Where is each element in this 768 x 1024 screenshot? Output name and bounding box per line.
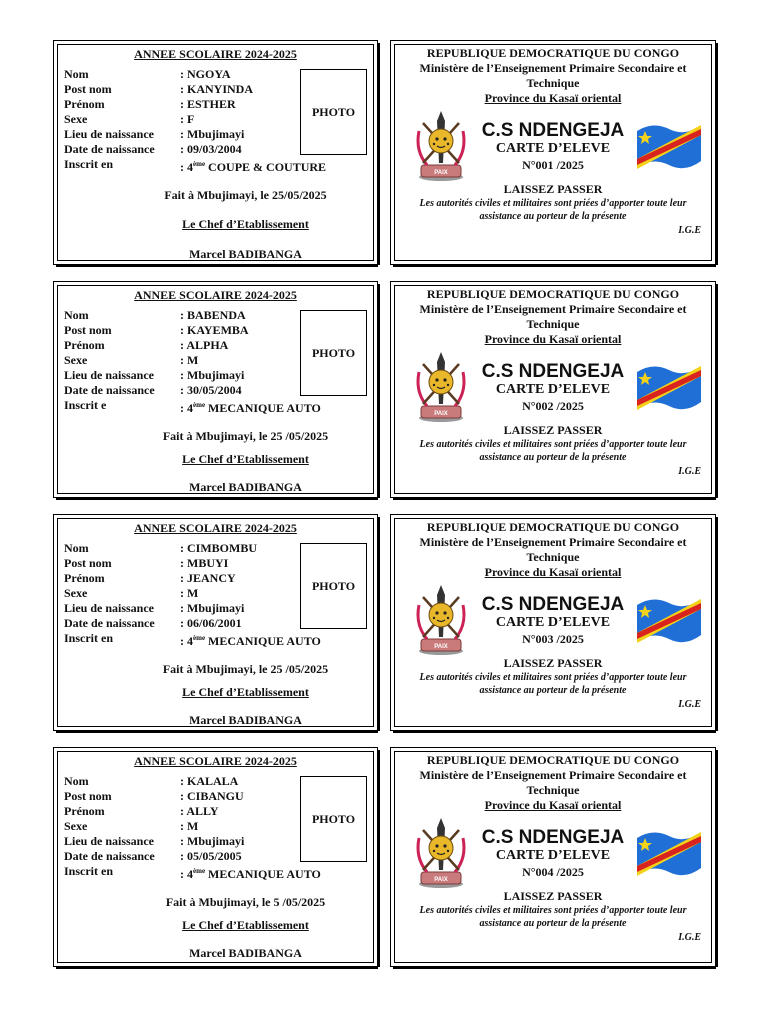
notice-line-2: assistance au porteur de la présente <box>479 452 627 463</box>
svg-text:PAIX: PAIX <box>434 877 448 883</box>
authority-notice <box>401 438 705 464</box>
issue-place-date: Fait à Mbujimayi, le 25/05/2025 <box>164 188 327 202</box>
school-block <box>395 595 711 647</box>
notice-line-2: assistance au porteur de la présente <box>479 685 627 696</box>
field-value: : CIMBOMBU <box>180 541 257 555</box>
republic-title: REPUBLIQUE DEMOCRATIQUE DU CONGO <box>426 520 680 534</box>
field-value: : NGOYA <box>180 67 231 81</box>
ministry-line-1: Ministère de l’Enseignement Primaire Secondaire et <box>419 61 687 75</box>
field-label: Inscrit e <box>64 398 107 412</box>
field-value-class <box>180 398 321 416</box>
card-inner-border <box>57 751 374 963</box>
field-label: Nom <box>64 541 89 555</box>
class-level-suffix: ème <box>193 160 206 168</box>
school-name: C.S NDENGEJA <box>481 120 625 141</box>
field-label: Lieu de naissance <box>64 368 155 382</box>
pass-title: LAISSEZ PASSER <box>503 182 603 196</box>
photo-box <box>300 543 367 629</box>
card-number: N°002 /2025 <box>522 399 584 413</box>
notice-line-2: assistance au porteur de la présente <box>479 918 627 929</box>
class-level: : 4 <box>180 401 193 415</box>
province-title: Province du Kasaï oriental <box>484 565 622 579</box>
province-title: Province du Kasaï oriental <box>484 798 622 812</box>
field-label: Sexe <box>64 819 88 833</box>
republic-title: REPUBLIQUE DEMOCRATIQUE DU CONGO <box>426 753 680 767</box>
class-option: MECANIQUE AUTO <box>205 867 321 881</box>
ige-mark: I.G.E <box>678 466 701 477</box>
field-label: Post nom <box>64 789 112 803</box>
school-year-title: ANNEE SCOLAIRE 2024-2025 <box>134 288 297 302</box>
chef-title: Le Chef d’Etablissement <box>182 452 309 466</box>
field-label: Inscrit en <box>64 157 113 171</box>
header-block <box>395 520 711 580</box>
student-card-back <box>390 40 716 265</box>
field-label: Prénom <box>64 804 105 818</box>
student-card-back <box>390 281 716 498</box>
field-label: Sexe <box>64 586 88 600</box>
school-year-title: ANNEE SCOLAIRE 2024-2025 <box>134 521 297 535</box>
authority-notice <box>401 197 705 223</box>
chef-title: Le Chef d’Etablissement <box>182 685 309 699</box>
field-label: Date de naissance <box>64 142 155 156</box>
student-card-front <box>53 40 378 265</box>
field-label: Prénom <box>64 338 105 352</box>
card-title: CARTE D’ELEVE <box>495 382 611 397</box>
field-label: Sexe <box>64 112 88 126</box>
field-value: : CIBANGU <box>180 789 244 803</box>
card-inner-border <box>57 44 374 261</box>
student-card-front <box>53 281 378 498</box>
class-level-suffix: ème <box>193 401 206 409</box>
signatory-name: Marcel BADIBANGA <box>189 247 302 261</box>
ministry-line-1: Ministère de l’Enseignement Primaire Secondaire et <box>419 535 687 549</box>
field-value: : Mbujimayi <box>180 368 245 382</box>
republic-title: REPUBLIQUE DEMOCRATIQUE DU CONGO <box>426 287 680 301</box>
field-label: Lieu de naissance <box>64 127 155 141</box>
svg-text:PAIX: PAIX <box>434 170 448 176</box>
ige-mark: I.G.E <box>678 225 701 236</box>
notice-line-1: Les autorités civiles et militaires sont priées d’apporter toute leur <box>419 905 687 916</box>
field-label: Post nom <box>64 323 112 337</box>
card-inner-border <box>394 751 712 963</box>
photo-label: PHOTO <box>311 345 356 360</box>
class-level: : 4 <box>180 634 193 648</box>
notice-line-1: Les autorités civiles et militaires sont priées d’apporter toute leur <box>419 672 687 683</box>
field-label: Nom <box>64 67 89 81</box>
field-value: : ALPHA <box>180 338 229 352</box>
field-value: : BABENDA <box>180 308 246 322</box>
school-year-title: ANNEE SCOLAIRE 2024-2025 <box>134 47 297 61</box>
ministry-line-2: Technique <box>526 783 580 797</box>
student-card-back <box>390 747 716 967</box>
svg-text:PAIX: PAIX <box>434 411 448 417</box>
school-block <box>395 121 711 173</box>
authority-notice <box>401 904 705 930</box>
field-row-inscrit <box>64 398 354 413</box>
card-title: CARTE D’ELEVE <box>495 141 611 156</box>
card-inner-border <box>394 44 712 261</box>
field-value: : 09/03/2004 <box>180 142 242 156</box>
field-value: : ESTHER <box>180 97 236 111</box>
photo-box <box>300 776 367 862</box>
school-year-title: ANNEE SCOLAIRE 2024-2025 <box>134 754 297 768</box>
ministry-line-2: Technique <box>526 550 580 564</box>
class-level-suffix: ème <box>193 634 206 642</box>
card-number: N°004 /2025 <box>522 865 584 879</box>
ministry-line-1: Ministère de l’Enseignement Primaire Secondaire et <box>419 302 687 316</box>
school-name: C.S NDENGEJA <box>481 827 625 848</box>
card-inner-border <box>57 518 374 727</box>
field-value: : Mbujimayi <box>180 834 245 848</box>
pass-title: LAISSEZ PASSER <box>503 423 603 437</box>
chef-title: Le Chef d’Etablissement <box>182 918 309 932</box>
field-label: Lieu de naissance <box>64 601 155 615</box>
field-label: Post nom <box>64 556 112 570</box>
photo-box <box>300 69 367 155</box>
ministry-line-2: Technique <box>526 317 580 331</box>
field-row-inscrit <box>64 631 354 646</box>
school-block <box>395 362 711 414</box>
card-number: N°003 /2025 <box>522 632 584 646</box>
class-level: : 4 <box>180 160 193 174</box>
ministry-line-1: Ministère de l’Enseignement Primaire Secondaire et <box>419 768 687 782</box>
header-block <box>395 753 711 813</box>
issue-place-date: Fait à Mbujimayi, le 5 /05/2025 <box>165 895 326 909</box>
field-value-class <box>180 631 321 649</box>
card-inner-border <box>394 285 712 494</box>
field-value: : M <box>180 353 199 367</box>
field-label: Nom <box>64 774 89 788</box>
field-value: : F <box>180 112 195 126</box>
field-value: : ALLY <box>180 804 219 818</box>
field-value: : Mbujimayi <box>180 601 245 615</box>
header-block <box>395 287 711 347</box>
card-number: N°001 /2025 <box>522 158 584 172</box>
field-row-inscrit <box>64 157 354 172</box>
field-label: Post nom <box>64 82 112 96</box>
student-card-front <box>53 747 378 967</box>
school-name: C.S NDENGEJA <box>481 361 625 382</box>
class-option: MECANIQUE AUTO <box>205 634 321 648</box>
field-label: Sexe <box>64 353 88 367</box>
notice-line-2: assistance au porteur de la présente <box>479 211 627 222</box>
signatory-name: Marcel BADIBANGA <box>189 480 302 494</box>
class-option: COUPE & COUTURE <box>205 160 327 174</box>
authority-notice <box>401 671 705 697</box>
field-value: : 30/05/2004 <box>180 383 242 397</box>
class-option: MECANIQUE AUTO <box>205 401 321 415</box>
pass-title: LAISSEZ PASSER <box>503 656 603 670</box>
republic-title: REPUBLIQUE DEMOCRATIQUE DU CONGO <box>426 46 680 60</box>
class-level: : 4 <box>180 867 193 881</box>
issue-place-date: Fait à Mbujimayi, le 25 /05/2025 <box>162 429 329 443</box>
notice-line-1: Les autorités civiles et militaires sont priées d’apporter toute leur <box>419 439 687 450</box>
field-value-class <box>180 157 326 175</box>
ige-mark: I.G.E <box>678 699 701 710</box>
photo-box <box>300 310 367 396</box>
student-card-front <box>53 514 378 731</box>
svg-text:PAIX: PAIX <box>434 644 448 650</box>
field-label: Lieu de naissance <box>64 834 155 848</box>
notice-line-1: Les autorités civiles et militaires sont priées d’apporter toute leur <box>419 198 687 209</box>
ige-mark: I.G.E <box>678 932 701 943</box>
signatory-name: Marcel BADIBANGA <box>189 946 302 960</box>
header-block <box>395 46 711 106</box>
field-label: Inscrit en <box>64 864 113 878</box>
card-inner-border <box>57 285 374 494</box>
issue-place-date: Fait à Mbujimayi, le 25 /05/2025 <box>162 662 329 676</box>
pass-title: LAISSEZ PASSER <box>503 889 603 903</box>
chef-title: Le Chef d’Etablissement <box>182 217 309 231</box>
field-value: : KAYEMBA <box>180 323 249 337</box>
field-row-inscrit <box>64 864 354 879</box>
photo-label: PHOTO <box>311 104 356 119</box>
field-label: Nom <box>64 308 89 322</box>
field-value: : Mbujimayi <box>180 127 245 141</box>
ministry-line-2: Technique <box>526 76 580 90</box>
field-label: Date de naissance <box>64 849 155 863</box>
field-value: : KANYINDA <box>180 82 253 96</box>
field-value-class <box>180 864 321 882</box>
field-value: : M <box>180 819 199 833</box>
signatory-name: Marcel BADIBANGA <box>189 713 302 727</box>
class-level-suffix: ème <box>193 867 206 875</box>
school-block <box>395 828 711 880</box>
province-title: Province du Kasaï oriental <box>484 91 622 105</box>
field-label: Date de naissance <box>64 616 155 630</box>
field-value: : M <box>180 586 199 600</box>
school-name: C.S NDENGEJA <box>481 594 625 615</box>
field-label: Prénom <box>64 97 105 111</box>
field-value: : JEANCY <box>180 571 236 585</box>
field-value: : KALALA <box>180 774 239 788</box>
field-value: : 05/05/2005 <box>180 849 242 863</box>
card-title: CARTE D’ELEVE <box>495 848 611 863</box>
province-title: Province du Kasaï oriental <box>484 332 622 346</box>
field-label: Inscrit en <box>64 631 113 645</box>
field-label: Prénom <box>64 571 105 585</box>
card-inner-border <box>394 518 712 727</box>
photo-label: PHOTO <box>311 578 356 593</box>
photo-label: PHOTO <box>311 811 356 826</box>
field-value: : MBUYI <box>180 556 229 570</box>
student-card-back <box>390 514 716 731</box>
field-label: Date de naissance <box>64 383 155 397</box>
card-title: CARTE D’ELEVE <box>495 615 611 630</box>
field-value: : 06/06/2001 <box>180 616 242 630</box>
